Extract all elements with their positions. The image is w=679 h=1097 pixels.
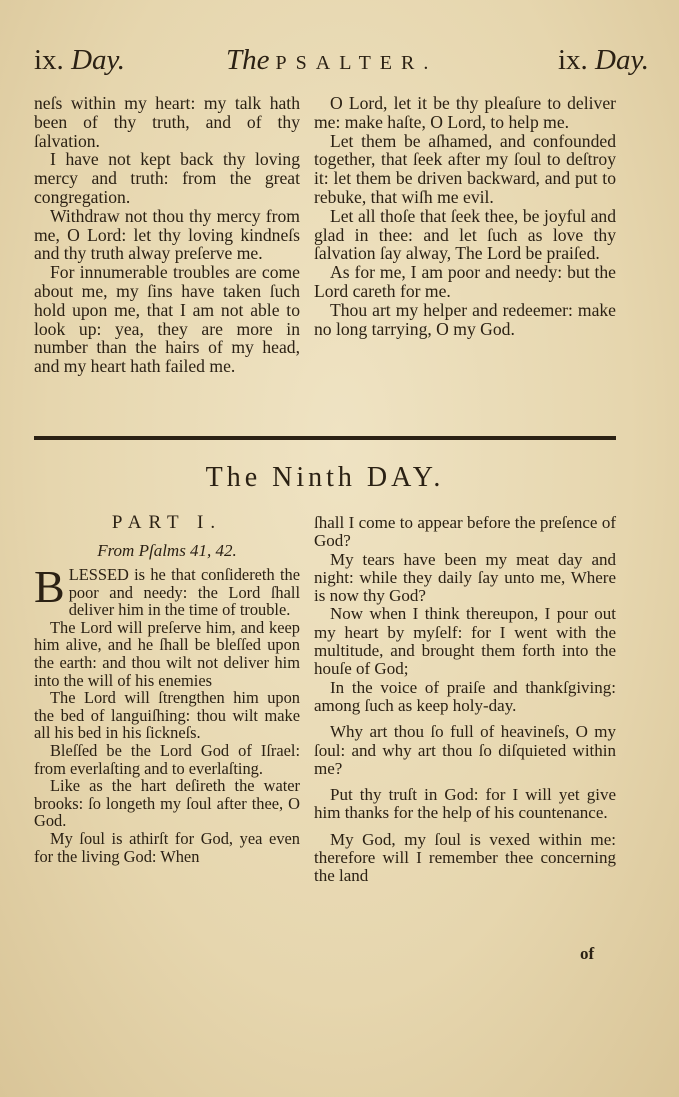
verse: BLESSED is he that conſidereth the poor and needy: the Lord ſhall deliver him in the time of trouble.: [34, 561, 300, 620]
running-header: [34, 44, 659, 84]
section-title: The Ninth DAY.: [205, 462, 445, 493]
verse: Now when I think thereupon, I pour out my heart by myſelf: for I went with the multitude, and brought them forth into the houſe of God;: [314, 604, 616, 679]
verse: The Lord will ſtrengthen him upon the bed of languiſhing: thou wilt make all his bed in his ſickneſs.: [34, 688, 300, 743]
verse: Like as the hart deſireth the water brooks: ſo longeth my ſoul after thee, O God.: [34, 776, 300, 831]
psalm-reference: From Pſalms 41, 42.: [97, 541, 237, 560]
catchword: of: [580, 944, 595, 963]
verse: Why art thou ſo full of heavineſs, O my ſoul: and why art thou ſo diſquieted within me?: [314, 722, 616, 778]
header-right: ix. Day.: [557, 44, 649, 76]
part-title: PART I.: [111, 512, 223, 533]
verse: I have not kept back thy loving mercy and truth: from the great congregation.: [34, 149, 300, 207]
verse: The Lord will preſerve him, and keep him alive, and he ſhall be bleſſed upon the earth: and thou wilt not deliver him into the will of his enemies: [34, 617, 300, 690]
verse: neſs within my heart: my talk hath been of thy truth, and of thy ſalvation.: [34, 93, 300, 151]
bottom-left-column: [34, 561, 300, 866]
verse: My God, my ſoul is vexed within me: therefore will I remember thee concerning the land: [314, 829, 616, 886]
verse: Let them be aſhamed, and confounded together, that ſeek after my ſoul to deſtroy it: let them be driven backward, and put to rebuke, that wiſh me evil.: [314, 130, 616, 207]
verse: Let all thoſe that ſeek thee, be joyful and glad in thee: and let ſuch as love thy ſalvation ſay alway, The Lord be praiſed.: [314, 205, 616, 264]
verse: Thou art my helper and redeemer: make no long tarrying, O my God.: [314, 299, 616, 339]
top-left-column: [34, 94, 300, 376]
verse: My ſoul is athirſt for God, yea even for the living God: When: [34, 828, 300, 866]
verse: Withdraw not thou thy mercy from me, O Lord: let thy loving kindneſs and thy truth alway preſerve me.: [34, 205, 300, 264]
header-left: ix. Day.: [34, 44, 126, 76]
verse: For innumerable troubles are come about me, my ſins have taken ſuch hold upon me, that I am not able to look up: yea, they are more in number than the hairs of my head, and my heart hath failed me.: [34, 262, 300, 377]
bottom-right-column: [314, 514, 616, 886]
verse: O Lord, let it be thy pleaſure to deliver me: make haſte, O Lord, to help me.: [314, 93, 616, 132]
header-center: The PSALTER.: [226, 44, 438, 76]
verse: In the voice of praiſe and thankſgiving: among ſuch as keep holy-day.: [314, 677, 616, 715]
verse: My tears have been my meat day and night: while they daily ſay unto me, Where is now thy God?: [314, 549, 616, 606]
section-divider: [34, 436, 616, 440]
verse: As for me, I am poor and needy: but the Lord careth for me.: [314, 262, 616, 301]
drop-cap: B: [34, 561, 65, 612]
verse: ſhall I come to appear before the preſence of God?: [314, 513, 616, 551]
verse: Bleſſed be the Lord God of Iſrael: from everlaſting and to everlaſting.: [34, 740, 300, 778]
verse: Put thy truſt in God: for I will yet give him thanks for the help of his countenance.: [314, 785, 616, 823]
top-right-column: [314, 94, 616, 338]
